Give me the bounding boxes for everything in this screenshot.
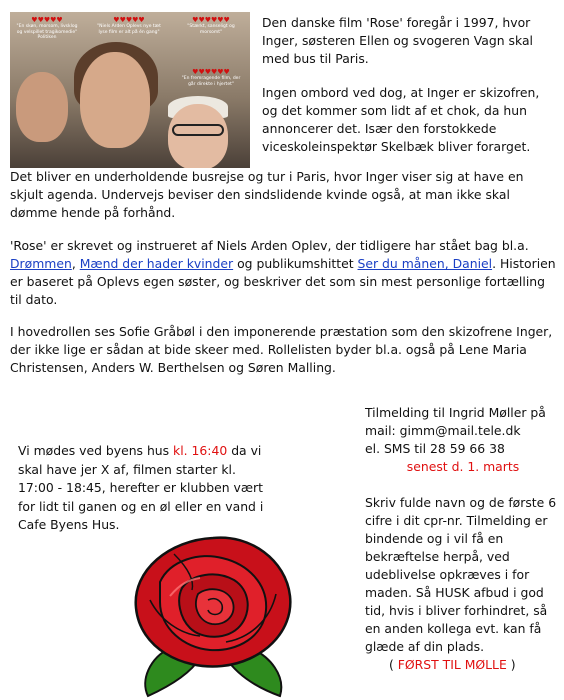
poster-quote-text: "En fremragende film, der går direkte i hjertet" [181,76,241,87]
credits-text: . Historien er baseret på Oplevs egen søster, og beskriver det som sin mest personlige fortælling til dato. [10,256,556,307]
meeting-info [18,442,268,535]
intro-paragraph: Den danske film 'Rose' foregår i 1997, hvor Inger, søsteren Ellen og svogeren Vagn skal med bus til Paris. [262,15,533,66]
film-link-dromment[interactable]: Drømmen [10,256,72,271]
signup-sms: el. SMS til 28 59 66 38 [365,441,505,456]
film-link-daniel[interactable]: Ser du månen, Daniel [357,256,493,271]
poster-face-left [16,72,68,142]
poster-quote-text: "En skøn, morsom, livsklog og velspillet tragikomedie" [16,24,78,35]
poster-quote-text: "Niels Arden Oplevs nye tæt lyse film er alt på én gang" [97,24,161,35]
first-come-note [365,656,561,674]
credits-text: 'Rose' er skrevet og instrueret af Niels Arden Oplev, der tidligere har stået bag bl.a. [10,238,529,253]
intro-paragraph-2: Ingen ombord ved dog, at Inger er skizofren, og det kommer som lidt af et chok, da hun annoncerer det. Især den forstokkede viceskoleinspektør Skelbæk bliver forarget. [262,85,540,154]
rating-hearts: ♥♥♥♥♥♥ [192,16,230,24]
body-paragraph: Det bliver en underholdende busrejse og tur i Paris, hvor Inger viser sig at have en skjult agenda. Undervejs beviser den sindslidende kvinde også, at man ikke skal dømme hende på forhånd. [10,169,524,220]
paren-close: ) [506,657,516,672]
poster-glasses [172,124,224,136]
poster-quote [14,16,80,41]
movie-poster-image [10,12,250,168]
credits-text: og publikumshittet [233,256,358,271]
poster-quote [178,16,244,35]
separator-text: , [71,256,80,271]
poster-quote-text: "Stærkt, sanseligt og morsomt" [187,24,235,35]
meeting-time: kl. 16:40 [173,443,228,458]
meeting-text: da vi skal have jer X af, filmen starter kl. 17:00 - 18:45, herefter er klubben vært for lidt til ganen og en øl eller en vand i Cafe Byens Hus. [18,443,264,532]
film-link-maend[interactable]: Mænd der hader kvinder [79,256,234,271]
poster-quote [96,16,162,35]
signup-rules [365,494,561,674]
paren-open: ( [389,657,398,672]
poster-face-center [80,52,150,148]
poster-quote [178,68,244,87]
rating-hearts: ♥♥♥♥♥ [31,16,63,24]
signup-deadline: senest d. 1. marts [406,459,520,474]
cast-paragraph: I hovedrollen ses Sofie Gråbøl i den imponerende præstation som den skizofrene Inger, der ikke lige er sådan at bide skeer med. Rollelisten byder bl.a. også på Lene Maria Christensen, Anders W. Berthelsen og Søren Malling. [10,324,553,375]
credits-paragraph [10,237,556,309]
signup-info [365,404,561,476]
poster-face-right [168,104,228,168]
rating-hearts: ♥♥♥♥♥♥ [192,68,230,76]
poster-quote-source: Politiken [37,35,57,41]
rules-text: Skriv fulde navn og de første 6 cifre i dit cpr-nr. Tilmelding er bindende og i vil få en bekræftelse herpå, ved udeblivelse opkræves i for maden. Så HUSK afbud i god tid, hvis i bliver forhindret, så en anden kollega evt. kan få glæde af din plads. [365,495,557,654]
first-come-text: FØRST TIL MØLLE [397,657,507,672]
rating-hearts: ♥♥♥♥♥ [113,16,145,24]
meeting-text: Vi mødes ved byens hus [18,443,174,458]
signup-contact: Tilmelding til Ingrid Møller på mail: gimm@mail.tele.dk [365,405,546,438]
rose-illustration [130,530,296,700]
